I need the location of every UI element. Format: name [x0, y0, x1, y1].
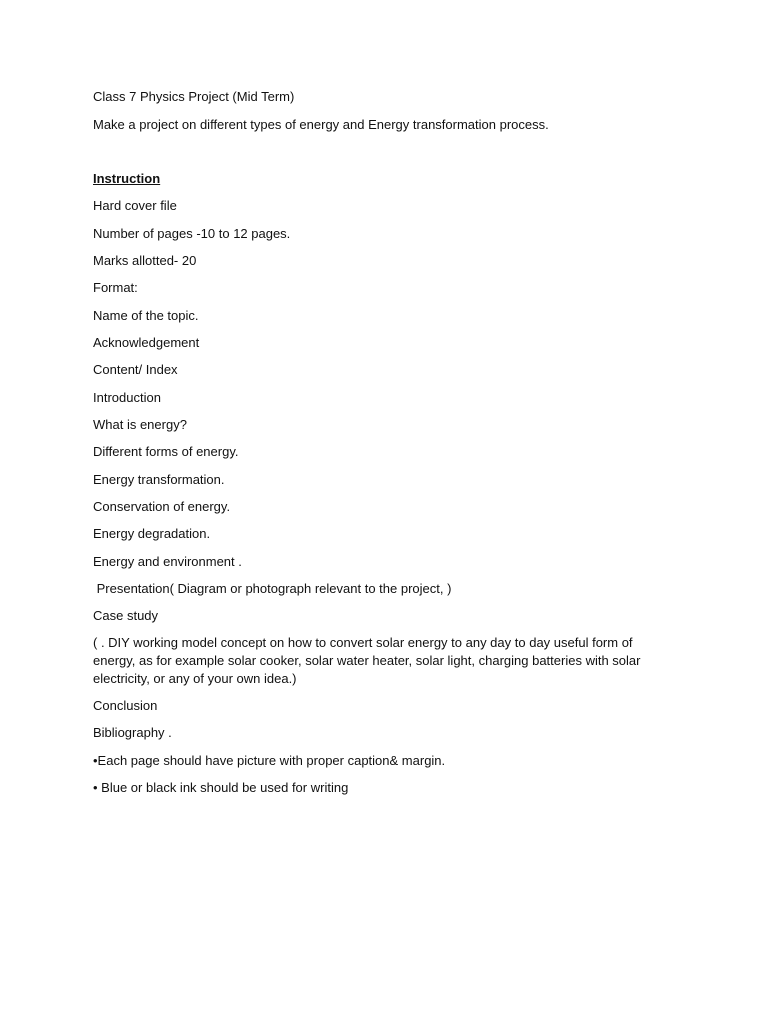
instruction-heading: Instruction	[93, 171, 161, 186]
instruction-line: Name of the topic.	[93, 308, 199, 323]
instruction-line: Conservation of energy.	[93, 499, 231, 514]
instruction-line: Introduction	[93, 390, 161, 405]
instruction-line: Energy degradation.	[93, 526, 211, 541]
project-task: Make a project on different types of energy and Energy transformation process.	[93, 117, 549, 132]
case-study-paragraph: ( . DIY working model concept on how to convert solar energy to any day to day useful form of energy, as for example solar cooker, solar water heater, solar light, charging batteries with solar electricity, or any of your own idea.)	[93, 635, 641, 686]
instruction-line: What is energy?	[93, 417, 187, 432]
document-title: Class 7 Physics Project (Mid Term)	[93, 89, 295, 104]
instruction-line: Marks allotted- 20	[93, 253, 197, 268]
conclusion-line: Conclusion	[93, 698, 158, 713]
bullet-item: • Blue or black ink should be used for writing	[93, 780, 349, 795]
bullet-item: •Each page should have picture with proper caption& margin.	[93, 753, 446, 768]
instruction-line: Hard cover file	[93, 198, 177, 213]
instruction-line: Case study	[93, 608, 159, 623]
instruction-line: Format:	[93, 280, 138, 295]
instruction-line: Acknowledgement	[93, 335, 200, 350]
instruction-line: Energy transformation.	[93, 472, 225, 487]
instruction-line: Presentation( Diagram or photograph relevant to the project, )	[93, 581, 452, 596]
instruction-line: Energy and environment .	[93, 554, 242, 569]
instruction-line: Content/ Index	[93, 362, 178, 377]
instruction-line: Number of pages -10 to 12 pages.	[93, 226, 291, 241]
instruction-line: Different forms of energy.	[93, 444, 239, 459]
bibliography-line: Bibliography .	[93, 725, 172, 740]
